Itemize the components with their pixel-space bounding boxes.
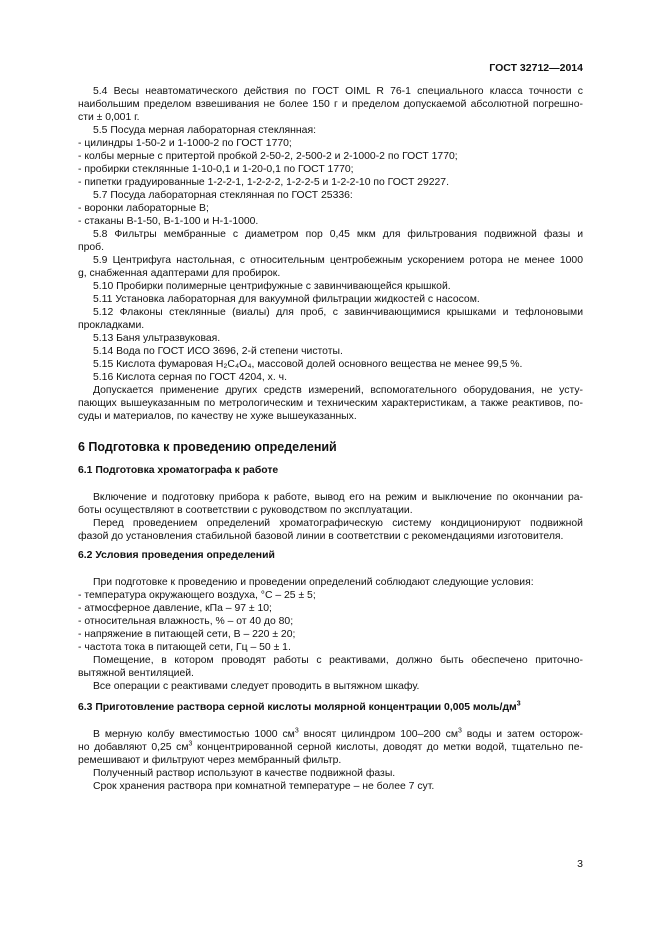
text-line [78, 754, 583, 767]
paragraph [78, 615, 583, 628]
text-line: проб. [78, 242, 105, 253]
paragraph [78, 628, 583, 641]
superscript: 3 [516, 700, 521, 708]
text-line: - температура окружающего воздуха, °С – 25 ± 5; [78, 590, 316, 601]
text-line: 5.14 Вода по ГОСТ ИСО 3696, 2-й степени чистоты. [93, 346, 343, 357]
document-body [78, 85, 583, 793]
paragraph [78, 371, 583, 384]
paragraph [78, 384, 583, 423]
text-segment: вносят цилиндром 100–200 см [298, 729, 458, 740]
text-line: фазой до установления стабильной базовой линии в соответствии с рекомендациями изготовителя. [78, 531, 564, 542]
text-line: 5.8 Фильтры мембранные с диаметром пор 0,45 мкм для фильтрования подвижной фазы и [93, 229, 583, 240]
text-line: вытяжной вентиляцией. [78, 668, 194, 679]
text-line [78, 728, 583, 741]
paragraph [78, 228, 583, 254]
text-line: g, снабженная адаптерами для пробирок. [78, 268, 281, 279]
paragraph [78, 137, 583, 150]
text-line: 5.5 Посуда мерная лабораторная стеклянная: [93, 125, 316, 136]
text-line: - воронки лабораторные В; [78, 203, 209, 214]
text-line: - цилиндры 1-50-2 и 1-1000-2 по ГОСТ 1770; [78, 138, 292, 149]
subsection-heading [78, 701, 583, 714]
document-header: ГОСТ 32712—2014 [489, 62, 583, 74]
text-line: Срок хранения раствора при комнатной температуре – не более 7 сут. [93, 781, 435, 792]
text-line: 5.11 Установка лабораторная для вакуумной фильтрации жидкостей с насосом. [93, 294, 480, 305]
subsection-heading: 6.2 Условия проведения определений [78, 550, 275, 561]
text-line: 5.15 Кислота фумаровая H₂C₄O₄, массовой долей основного вещества не менее 99,5 %. [93, 359, 523, 370]
paragraph [78, 306, 583, 332]
text-line: 5.4 Весы неавтоматического действия по ГОСТ OIML R 76-1 специального класса точности с [93, 86, 583, 97]
subsection-heading-text: 6.3 Приготовление раствора серной кислоты молярной концентрации 0,005 моль/дм [78, 702, 517, 713]
text-line: Перед проведением определений хроматографическую систему кондиционируют подвижной [93, 518, 583, 529]
text-line: наибольшим пределом взвешивания не более 150 г и пределом допускаемой абсолютной погрешно- [78, 99, 583, 110]
text-line: - частота тока в питающей сети, Гц – 50 ± 1. [78, 642, 291, 653]
subsection-heading: 6.1 Подготовка хроматографа к работе [78, 465, 279, 476]
paragraph [78, 150, 583, 163]
paragraph [78, 780, 583, 793]
paragraph [78, 576, 583, 589]
paragraph [78, 332, 583, 345]
text-segment: воды и затем осторож- [461, 729, 583, 740]
text-line: прокладками. [78, 320, 145, 331]
section-heading: 6 Подготовка к проведению определений [78, 440, 337, 454]
paragraph [78, 163, 583, 176]
paragraph [78, 254, 583, 280]
text-line: - напряжение в питающей сети, В – 220 ± 20; [78, 629, 296, 640]
paragraph [78, 280, 583, 293]
paragraph [78, 728, 583, 767]
text-line: Помещение, в котором проводят работы с реактивами, должно быть обеспечено приточно- [93, 655, 583, 666]
superscript: 3 [188, 740, 193, 748]
paragraph [78, 491, 583, 517]
text-line [78, 741, 583, 754]
paragraph [78, 176, 583, 189]
paragraph [78, 680, 583, 693]
superscript: 3 [294, 727, 299, 735]
text-line: Допускается применение других средств измерений, вспомогательного оборудования, не усту- [93, 385, 583, 396]
text-line: 5.10 Пробирки полимерные центрифужные с завинчивающейся крышкой. [93, 281, 451, 292]
page-number: 3 [577, 858, 583, 870]
text-line: боты осуществляют в соответствии с руководством по эксплуатации. [78, 505, 413, 516]
text-line: - атмосферное давление, кПа – 97 ± 10; [78, 603, 272, 614]
paragraph [78, 189, 583, 202]
text-line: Полученный раствор используют в качестве подвижной фазы. [93, 768, 396, 779]
paragraph [78, 345, 583, 358]
text-line: 5.16 Кислота серная по ГОСТ 4204, х. ч. [93, 372, 287, 383]
paragraph [78, 85, 583, 124]
text-line: - колбы мерные с притертой пробкой 2-50-2, 2-500-2 и 2-1000-2 по ГОСТ 1770; [78, 151, 458, 162]
text-line: - пробирки стеклянные 1-10-0,1 и 1-20-0,1 по ГОСТ 1770; [78, 164, 354, 175]
text-line: 5.9 Центрифуга настольная, с относительным центробежным ускорением ротора не менее 1000 [93, 255, 583, 266]
text-segment: В мерную колбу вместимостью 1000 см [93, 729, 295, 740]
text-segment: но добавляют 0,25 см [78, 742, 189, 753]
text-line: Все операции с реактивами следует проводить в вытяжном шкафу. [93, 681, 420, 692]
paragraph [78, 358, 583, 371]
text-line: 5.13 Баня ультразвуковая. [93, 333, 221, 344]
text-line: - относительная влажность, % – от 40 до 80; [78, 616, 294, 627]
paragraph [78, 202, 583, 215]
paragraph [78, 293, 583, 306]
paragraph [78, 517, 583, 543]
text-line: - стаканы В-1-50, В-1-100 и Н-1-1000. [78, 216, 259, 227]
paragraph [78, 654, 583, 680]
text-line: - пипетки градуированные 1-2-2-1, 1-2-2-2, 1-2-2-5 и 1-2-2-10 по ГОСТ 29227. [78, 177, 449, 188]
text-segment: концентрированной серной кислоты, доводят до метки водой, тщательно пе- [192, 742, 583, 753]
text-line: 5.12 Флаконы стеклянные (виалы) для проб, с завинчивающимися крышками и тефлоновыми [93, 307, 583, 318]
text-line: суды и материалов, по качеству не хуже вышеуказанных. [78, 411, 357, 422]
paragraph [78, 124, 583, 137]
paragraph [78, 215, 583, 228]
paragraph [78, 589, 583, 602]
paragraph [78, 767, 583, 780]
text-line: 5.7 Посуда лабораторная стеклянная по ГОСТ 25336: [93, 190, 353, 201]
text-line: Включение и подготовку прибора к работе, вывод его на режим и выключение по окончании ра- [93, 492, 583, 503]
text-segment: ремешивают и фильтруют через мембранный фильтр. [78, 755, 342, 766]
text-line: сти ± 0,001 г. [78, 112, 140, 123]
text-line: При подготовке к проведению и проведении определений соблюдают следующие условия: [93, 577, 534, 588]
paragraph [78, 641, 583, 654]
paragraph [78, 602, 583, 615]
text-line: пающих вышеуказанным по метрологическим и техническим характеристикам, а также реактивов, по- [78, 398, 583, 409]
superscript: 3 [457, 727, 462, 735]
